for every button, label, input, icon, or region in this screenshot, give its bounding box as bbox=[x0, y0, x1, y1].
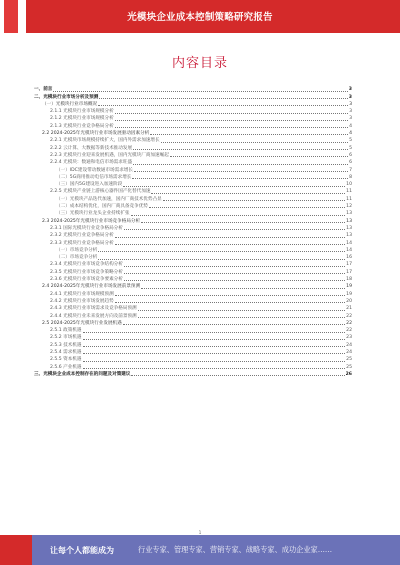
toc-entry[interactable] bbox=[34, 108, 352, 115]
toc-entry-page: 13 bbox=[346, 218, 352, 224]
toc-entry-title: （一）光模块产品迭代加速，国内厂商技术优势凸显 bbox=[56, 196, 162, 202]
toc-entry-page: 20 bbox=[346, 298, 352, 304]
toc-leader-dots bbox=[124, 229, 345, 230]
toc-entry[interactable] bbox=[34, 137, 352, 144]
toc-leader-dots bbox=[115, 237, 345, 238]
toc-entry-title: 2.3.6 光模块行业市场竞争要素分析 bbox=[50, 277, 123, 283]
toc-entry-title: 2.3.4 光模块行业市场竞争结构分析 bbox=[50, 262, 123, 268]
toc-entry-title: （二）市场竞争分析 bbox=[56, 255, 98, 261]
toc-entry-page: 5 bbox=[349, 145, 352, 151]
toc-leader-dots bbox=[124, 266, 345, 267]
toc-entry-page: 19 bbox=[346, 284, 352, 290]
toc-entry-title: 2.5.5 资本机遇 bbox=[50, 357, 82, 363]
toc-entry-page: 3 bbox=[349, 109, 352, 115]
toc-entry-page: 25 bbox=[346, 357, 352, 363]
report-title: 光模块企业成本控制策略研究报告 bbox=[127, 12, 273, 23]
toc-entry[interactable] bbox=[34, 363, 352, 370]
toc-entry[interactable] bbox=[34, 349, 352, 356]
toc-entry-page: 4 bbox=[349, 131, 352, 137]
toc-entry[interactable] bbox=[34, 254, 352, 261]
toc-entry[interactable] bbox=[34, 122, 352, 129]
toc-entry-title: （三）国内5G建设进入加速阶段 bbox=[56, 182, 123, 188]
toc-entry-title: 2.2 2024-2025年光模块行业市场发展驱动因素分析 bbox=[42, 131, 150, 137]
toc-entry[interactable] bbox=[34, 327, 352, 334]
toc-entry[interactable] bbox=[34, 166, 352, 173]
toc-entry-title: 2.5.4 需求机遇 bbox=[50, 349, 82, 355]
toc-entry[interactable] bbox=[34, 174, 352, 181]
toc-leader-dots bbox=[99, 98, 347, 99]
toc-entry[interactable] bbox=[34, 305, 352, 312]
toc-entry-page: 12 bbox=[346, 204, 352, 210]
toc-entry-title: 一、前言 bbox=[34, 87, 53, 93]
toc-entry-page: 11 bbox=[346, 189, 352, 195]
toc-leader-dots bbox=[98, 259, 345, 260]
toc-entry[interactable] bbox=[34, 298, 352, 305]
toc-entry-page: 11 bbox=[346, 196, 352, 202]
toc-entry-page: 3 bbox=[349, 116, 352, 122]
toc-entry-title: 2.4.4 光模块行业未来发展方向及前景预测 bbox=[50, 313, 137, 319]
toc-entry-page: 13 bbox=[346, 225, 352, 231]
toc-leader-dots bbox=[133, 164, 348, 165]
toc-leader-dots bbox=[132, 178, 348, 179]
toc-entry-title: 2.4.1 光模块行业市场规模预测 bbox=[50, 291, 114, 297]
toc-entry-page: 5 bbox=[349, 138, 352, 144]
toc-leader-dots bbox=[131, 375, 344, 376]
toc-entry[interactable] bbox=[34, 217, 352, 224]
toc-entry[interactable] bbox=[34, 232, 352, 239]
toc-leader-dots bbox=[83, 332, 346, 333]
toc-leader-dots bbox=[141, 288, 345, 289]
toc-entry[interactable] bbox=[34, 203, 352, 210]
toc-leader-dots bbox=[134, 171, 348, 172]
toc-entry-title: 二、光模块行业市场分析及预测 bbox=[34, 94, 99, 100]
toc-leader-dots bbox=[53, 91, 347, 92]
toc-entry-title: 2.2.5 光模块产业链上游核心器件国产化替代加速 bbox=[50, 189, 151, 195]
toc-entry-title: 2.1.2 光模块行业市场规模分析 bbox=[50, 116, 114, 122]
toc-entry-page: 4 bbox=[349, 123, 352, 129]
toc-entry-page: 7 bbox=[349, 167, 352, 173]
toc-leader-dots bbox=[150, 134, 348, 135]
toc-entry[interactable] bbox=[34, 290, 352, 297]
toc-entry-title: 2.4.3 光模块行业市场需求及竞争格局预测 bbox=[50, 306, 137, 312]
toc-entry-title: 2.5.3 技术机遇 bbox=[50, 342, 82, 348]
toc-entry-title: 2.3.3 光模块行业竞争格局分析 bbox=[50, 240, 114, 246]
toc-entry-page: 10 bbox=[346, 182, 352, 188]
toc-entry[interactable] bbox=[34, 210, 352, 217]
toc-entry-page: 22 bbox=[346, 313, 352, 319]
toc-leader-dots bbox=[170, 156, 348, 157]
toc-leader-dots bbox=[83, 361, 346, 362]
toc-entry-title: （三）光模块行业龙头企业持续扩张 bbox=[56, 211, 130, 217]
toc-leader-dots bbox=[83, 353, 346, 354]
toc-entry[interactable] bbox=[34, 356, 352, 363]
toc-entry[interactable] bbox=[34, 268, 352, 275]
toc-leader-dots bbox=[138, 317, 345, 318]
toc-entry-title: 2.2.4 光模块：数通和电信市场需求旺盛 bbox=[50, 160, 133, 166]
toc-entry-title: 2.5.2 市场机遇 bbox=[50, 335, 82, 341]
toc-entry-page: 23 bbox=[346, 335, 352, 341]
toc-entry-title: 2.5.6 产业机遇 bbox=[50, 364, 82, 370]
table-of-contents bbox=[34, 86, 352, 378]
toc-entry-title: （二）5G商用推动电信市场需求增长 bbox=[56, 174, 132, 180]
toc-entry[interactable] bbox=[34, 247, 352, 254]
page-number: 1 bbox=[198, 530, 202, 535]
toc-leader-dots bbox=[131, 215, 346, 216]
toc-entry[interactable] bbox=[34, 188, 352, 195]
toc-entry[interactable] bbox=[34, 181, 352, 188]
toc-entry-title: 2.3.2 光模块行业竞争格局分析 bbox=[50, 233, 114, 239]
toc-entry-title: 三、光模块企业成本控制存在的问题及对策建议 bbox=[34, 371, 131, 377]
toc-leader-dots bbox=[149, 207, 345, 208]
toc-entry[interactable] bbox=[34, 159, 352, 166]
toc-entry-page: 17 bbox=[346, 269, 352, 275]
toc-entry[interactable] bbox=[34, 144, 352, 151]
toc-leader-dots bbox=[151, 193, 345, 194]
toc-entry-title: 2.2.1 光模块市场规模持续扩大，国内外需求加速增长 bbox=[50, 138, 160, 144]
toc-entry-page: 18 bbox=[346, 277, 352, 283]
toc-leader-dots bbox=[138, 310, 345, 311]
toc-leader-dots bbox=[163, 200, 345, 201]
toc-entry-title: （二）成本结构优化，国内厂商具备竞争优势 bbox=[56, 204, 148, 210]
toc-entry[interactable] bbox=[34, 239, 352, 246]
toc-leader-dots bbox=[115, 244, 345, 245]
toc-entry[interactable] bbox=[34, 341, 352, 348]
toc-entry[interactable] bbox=[34, 225, 352, 232]
footer-slogan: 让每个人都能成为 bbox=[50, 546, 114, 555]
toc-entry[interactable] bbox=[34, 283, 352, 290]
toc-entry-page: 3 bbox=[348, 94, 352, 100]
toc-entry[interactable] bbox=[34, 130, 352, 137]
toc-entry-title: 2.3.1 国际光模块行业竞争格局分析 bbox=[50, 225, 123, 231]
toc-entry-title: 2.5.1 政策机遇 bbox=[50, 328, 82, 334]
footer-tags: 行业专家、管理专家、营销专家、战略专家、成功企业家…… bbox=[138, 545, 333, 554]
toc-entry[interactable] bbox=[34, 86, 352, 93]
toc-entry-page: 14 bbox=[346, 247, 352, 253]
toc-leader-dots bbox=[98, 105, 348, 106]
toc-entry[interactable] bbox=[34, 371, 352, 378]
toc-entry[interactable] bbox=[34, 93, 352, 100]
toc-entry[interactable] bbox=[34, 101, 352, 108]
toc-entry-page: 22 bbox=[346, 328, 352, 334]
toc-leader-dots bbox=[124, 280, 345, 281]
toc-leader-dots bbox=[123, 186, 345, 187]
toc-entry-title: 2.4.2 光模块行业市场发展趋势 bbox=[50, 298, 114, 304]
toc-entry-title: 2.1.3 光模块行业竞争格局分析 bbox=[50, 123, 114, 129]
footer-banner bbox=[0, 535, 400, 565]
toc-entry-title: 2.5 2024-2025年光模块行业发展机遇 bbox=[42, 320, 122, 326]
toc-leader-dots bbox=[124, 273, 345, 274]
toc-entry-title: 2.3 2024-2025年光模块行业市场竞争格局分析 bbox=[42, 218, 141, 224]
toc-entry-title: 2.2.3 光模块行业迎来发展机遇，国内光模块厂商加速崛起 bbox=[50, 152, 169, 158]
toc-entry-title: 2.2.2 云计算、大数据等新技术推动发展 bbox=[50, 145, 133, 151]
toc-entry-page: 16 bbox=[346, 255, 352, 261]
toc-entry-title: （一）IDC建设带动数通市场需求增长 bbox=[56, 167, 134, 173]
toc-leader-dots bbox=[83, 339, 346, 340]
toc-entry-page: 19 bbox=[346, 291, 352, 297]
toc-leader-dots bbox=[161, 142, 348, 143]
toc-entry[interactable] bbox=[34, 334, 352, 341]
toc-entry[interactable] bbox=[34, 320, 352, 327]
toc-leader-dots bbox=[123, 324, 345, 325]
report-header bbox=[0, 0, 400, 33]
toc-entry-title: （一）市场竞争分析 bbox=[56, 247, 98, 253]
toc-heading: 内容目录 bbox=[171, 56, 228, 71]
toc-leader-dots bbox=[115, 127, 348, 128]
toc-entry-page: 14 bbox=[346, 240, 352, 246]
toc-leader-dots bbox=[133, 149, 348, 150]
toc-leader-dots bbox=[83, 368, 346, 369]
toc-entry-page: 25 bbox=[346, 364, 352, 370]
toc-entry-page: 3 bbox=[348, 87, 352, 93]
toc-entry-title: （一）光模块行业市场概况 bbox=[42, 101, 98, 107]
toc-entry-page: 22 bbox=[346, 320, 352, 326]
toc-leader-dots bbox=[115, 120, 348, 121]
toc-entry-page: 3 bbox=[349, 101, 352, 107]
toc-leader-dots bbox=[98, 251, 345, 252]
toc-entry[interactable] bbox=[34, 195, 352, 202]
toc-leader-dots bbox=[83, 346, 346, 347]
toc-entry-page: 24 bbox=[346, 349, 352, 355]
toc-leader-dots bbox=[141, 222, 345, 223]
toc-entry[interactable] bbox=[34, 261, 352, 268]
toc-entry-page: 17 bbox=[346, 262, 352, 268]
toc-entry-page: 26 bbox=[345, 371, 352, 377]
toc-entry-page: 8 bbox=[349, 174, 352, 180]
toc-entry-page: 13 bbox=[346, 233, 352, 239]
toc-entry-title: 2.3.5 光模块行业市场竞争策略分析 bbox=[50, 269, 123, 275]
toc-leader-dots bbox=[115, 302, 345, 303]
toc-entry[interactable] bbox=[34, 312, 352, 319]
toc-entry[interactable] bbox=[34, 152, 352, 159]
toc-entry-title: 2.4 2024-2025年光模块行业市场发展前景预测 bbox=[42, 284, 141, 290]
toc-entry[interactable] bbox=[34, 276, 352, 283]
toc-leader-dots bbox=[115, 295, 345, 296]
toc-entry-page: 21 bbox=[346, 306, 352, 312]
toc-entry-title: 2.1.1 光模块行业市场规模分析 bbox=[50, 109, 114, 115]
toc-leader-dots bbox=[115, 113, 348, 114]
toc-entry-page: 24 bbox=[346, 342, 352, 348]
toc-entry-page: 6 bbox=[349, 152, 352, 158]
toc-entry-page: 13 bbox=[346, 211, 352, 217]
toc-entry-page: 6 bbox=[349, 160, 352, 166]
toc-entry[interactable] bbox=[34, 115, 352, 122]
footer-decoration bbox=[0, 535, 32, 565]
